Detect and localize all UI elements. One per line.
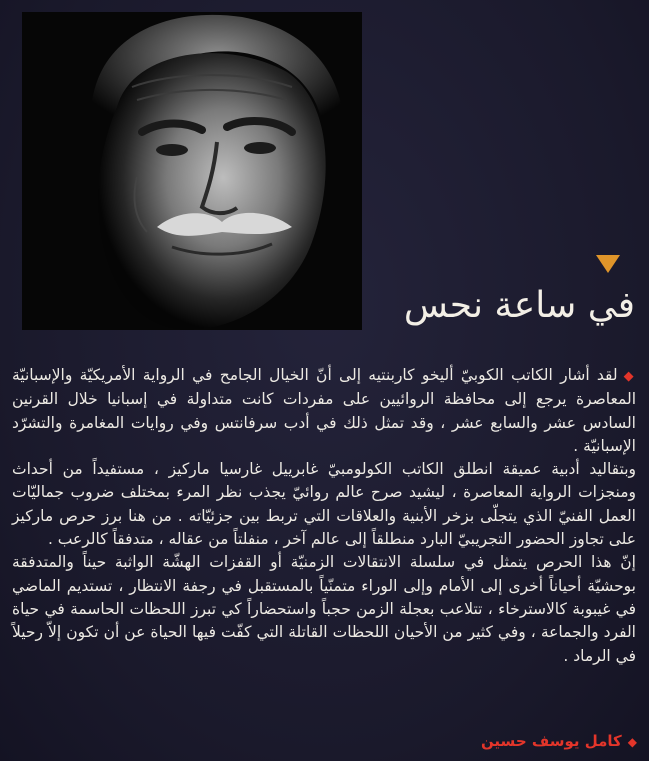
- section-marker-icon: [596, 255, 620, 273]
- article-paragraph: [12, 364, 636, 458]
- paragraph-text: وبتقاليد أدبية عميقة انطلق الكاتب الكولومبيّ غابرييل غارسيا ماركيز ، مستفيداً من أحداث ومنجزات الرواية المعاصرة ، ليشيد صرح عالم روائيّ يجذب نظر المرء بمختلف ضروب جماليّات العمل الفنيّ الذي يتجلّى بزخر الأبنية والعلاقات التي تربط بين جزئيّاته . من هنا برز حرص ماركيز على تجاوز الحضور التجريبيّ البارد منطلقاً إلى عالم آخر ، منفلتاً من عقاله ، متدفقاً كالرعب .: [12, 460, 636, 549]
- paragraph-text: إنّ هذا الحرص يتمثل في سلسلة الانتقالات الزمنيّة أو القفزات الهشّة الواثبة حيناً والمتدفقة بوحشيّة أحياناً أخرى إلى الأمام وإلى الوراء متمنّياً بالمستقبل في رجفة الانتظار ، تستديم الماضي في غيبوبة كالاسترخاء ، تتلاعب بعجلة الزمن حجباً واستحضاراً كي تبرز اللحظات الحاسمة في حياة الفرد والجماعة ، وفي كثير من الأحيان اللحظات القاتلة التي كفّت فيها الحياة عن أن تكون إلاّ رحيلاً في الرماد .: [12, 553, 636, 665]
- portrait-photo-icon: [22, 12, 362, 330]
- author-byline: [481, 732, 637, 750]
- article-paragraph: [12, 458, 636, 551]
- diamond-bullet-icon: ◆: [627, 735, 637, 749]
- author-name: كامل يوسف حسين: [480, 732, 622, 750]
- article-body: [12, 364, 636, 668]
- paragraph-text: لقد أشار الكاتب الكوبيّ أليخو كاربنتيه إلى أنّ الخيال الجامح في الرواية الأمريكيّة والإسبانيّة المعاصرة يرجع إلى محافظة الروائيين على مفردات كانت متداولة في إسبانيا خلال القرنين السادس عشر والسابع عشر ، وقد تمثل ذلك في أدب سرفانتس وفي روايات المغامرة والتشرّد الإسبانيّة .: [12, 366, 636, 455]
- article-headline: في ساعة نحس: [403, 285, 635, 326]
- author-portrait-photo: [22, 12, 362, 330]
- diamond-bullet-icon: ◆: [623, 369, 637, 384]
- article-paragraph: [12, 551, 636, 667]
